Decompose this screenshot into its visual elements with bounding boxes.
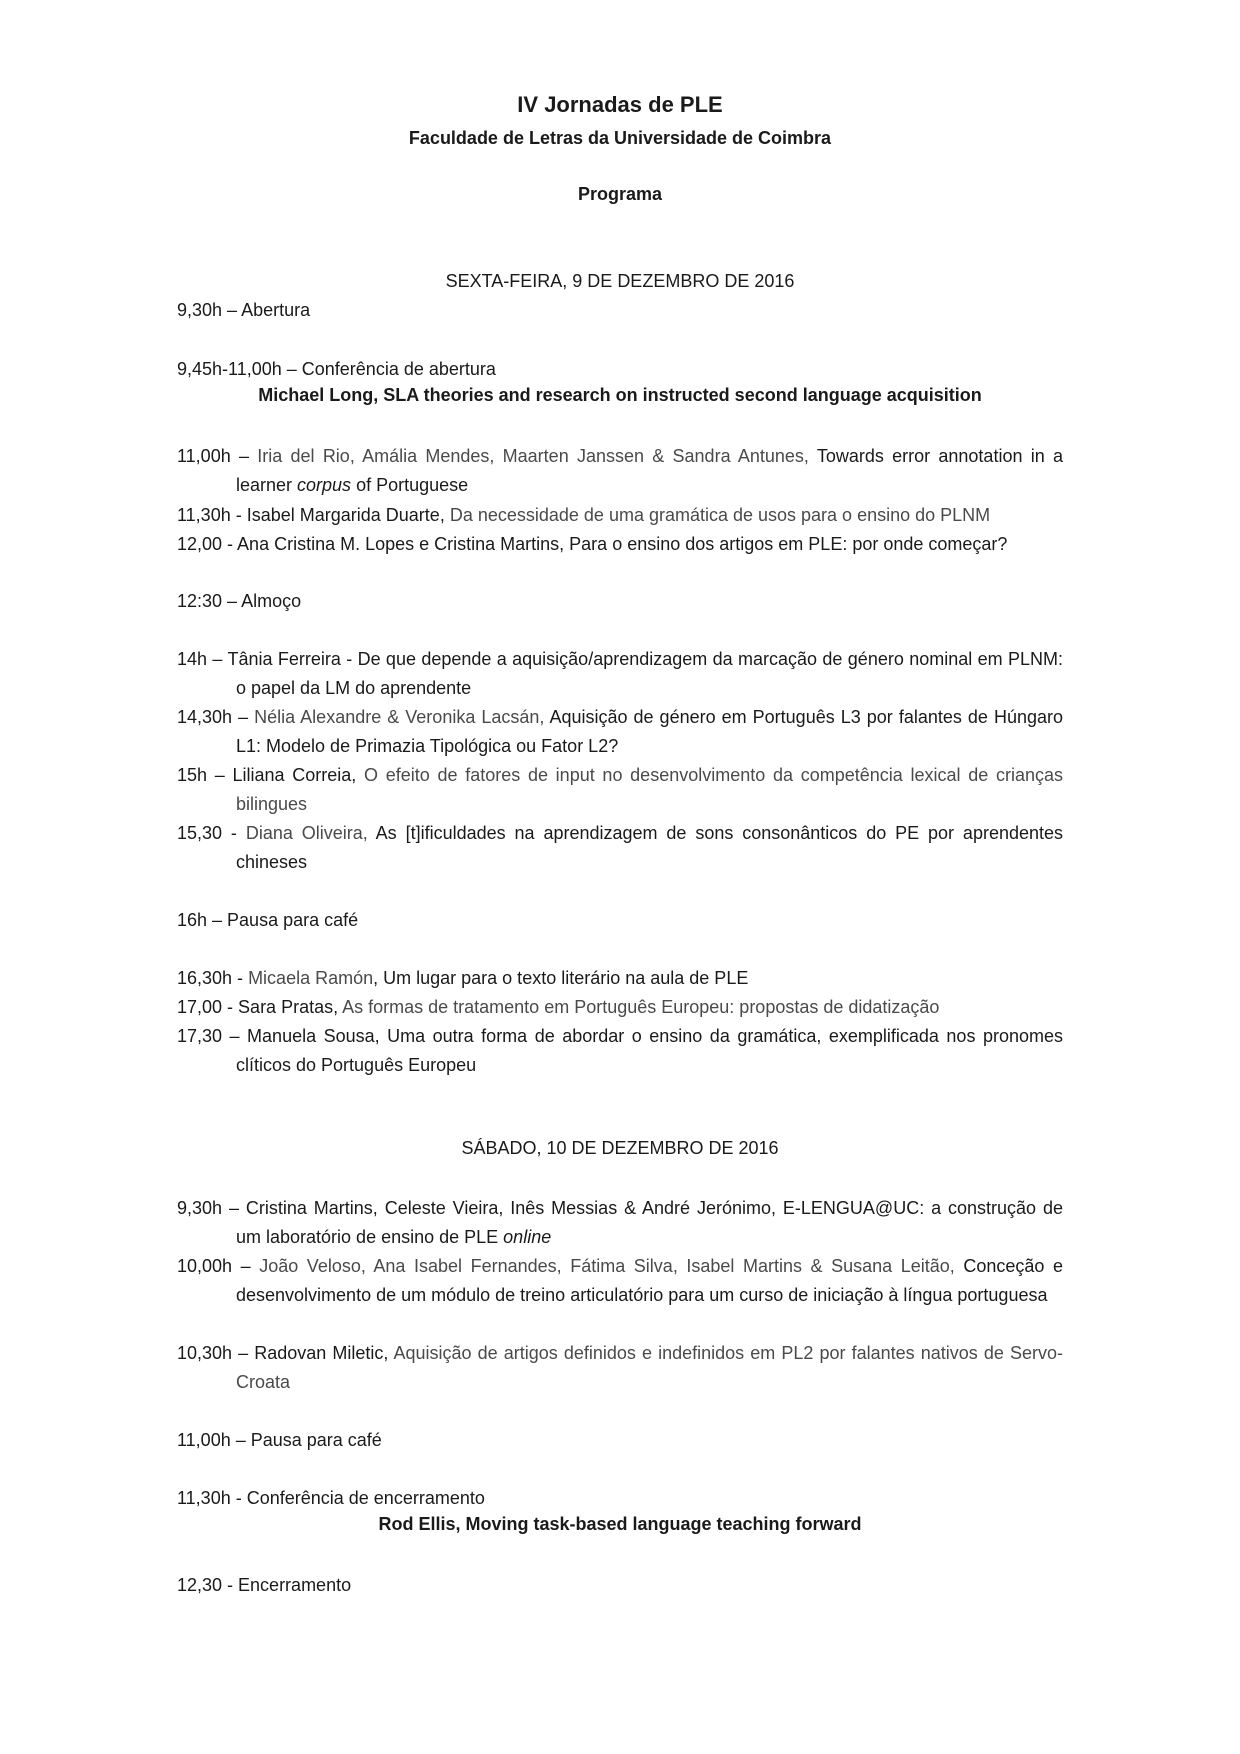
item-title: Conceção e desenvolvimento de um módulo de treino articulatório para um curso de iniciação à língua portuguesa [236,1256,1063,1305]
schedule-item-sat-0930 [177,1194,1063,1252]
keynote-closing: Rod Ellis, Moving task-based language teaching forward [378,1514,862,1534]
item-authors: Sara Pratas, [238,997,339,1017]
item-authors: Nélia Alexandre & Veronika Lacsán, [254,707,545,727]
item-time: 14,30h – [177,707,255,727]
schedule-item-coffee-saturday: 11,00h – Pausa para café [177,1430,382,1450]
schedule-item-1400: 14h – Tânia Ferreira - De que depende a aquisição/aprendizagem da marcação de género nominal em PLNM: o papel da LM do aprendente [177,649,1063,698]
item-title-b: of Portuguese [351,475,469,495]
item-authors: Radovan Miletic, [254,1343,389,1363]
schedule-item-1130 [177,501,1063,530]
schedule-item-1200: 12,00 - Ana Cristina M. Lopes e Cristina Martins, Para o ensino dos artigos em PLE: por onde começar? [177,534,1008,554]
keynote-opening: Michael Long, SLA theories and research on instructed second language acquisition [258,385,982,405]
schedule-item-1700 [177,993,1063,1022]
item-title: As formas de tratamento em Português Europeu: propostas de didatização [338,997,940,1017]
item-time: 15h – [177,765,233,785]
schedule-item-1500 [177,761,1063,819]
item-authors: João Veloso, Ana Isabel Fernandes, Fátima Silva, Isabel Martins & Susana Leitão, [259,1256,955,1276]
item-italic: online [503,1227,552,1247]
item-title: O efeito de fatores de input no desenvolvimento da competência lexical de crianças bilingues [236,765,1063,814]
schedule-item-1630 [177,964,1063,993]
schedule-item-sat-1000 [177,1252,1063,1310]
schedule-item-coffee-friday: 16h – Pausa para café [177,910,359,930]
document-title: IV Jornadas de PLE [517,92,723,117]
schedule-item-opening-conference: 9,45h-11,00h – Conferência de abertura [177,359,496,379]
schedule-item-1430 [177,703,1063,761]
item-time: 10,00h – [177,1256,260,1276]
schedule-item-1730: 17,30 – Manuela Sousa, Uma outra forma de abordar o ensino da gramática, exemplificada nos pronomes clíticos do Português Europeu [177,1026,1063,1075]
item-text: 9,30h – Cristina Martins, Celeste Vieira, Inês Messias & André Jerónimo, E-LENGUA@UC: a construção de um laboratório de ensino de PLE [177,1198,1063,1247]
item-title: As [t]ificuldades na aprendizagem de sons consonânticos do PE por aprendentes chineses [236,823,1064,872]
schedule-item-opening: 9,30h – Abertura [177,300,311,320]
item-title: , Um lugar para o texto literário na aula de PLE [373,968,749,988]
document-subtitle: Faculdade de Letras da Universidade de Coimbra [408,128,832,148]
schedule-item-1530 [177,819,1063,877]
item-authors: Isabel Margarida Duarte, [246,505,445,525]
item-authors: Iria del Rio, Amália Mendes, Maarten Janssen & Sandra Antunes, [257,446,809,466]
item-title: Aquisição de artigos definidos e indefinidos em PL2 por falantes nativos de Servo-Croata [236,1343,1063,1392]
item-time: 15,30 - [177,823,246,843]
item-title: Aquisição de género em Português L3 por falantes de Húngaro L1: Modelo de Primazia Tipológica ou Fator L2? [236,707,1063,756]
item-time: 16,30h - [177,968,249,988]
schedule-item-closing-conference: 11,30h - Conferência de encerramento [177,1488,485,1508]
item-authors: Diana Oliveira, [245,823,368,843]
schedule-item-1100 [177,442,1063,500]
item-authors: Liliana Correia, [232,765,357,785]
item-time: 11,30h - [177,505,247,525]
item-time: 11,00h – [177,446,258,466]
schedule-item-sat-1030 [177,1339,1063,1397]
item-title-a: Towards error annotation in a learner [236,446,1064,495]
item-time: 17,00 - [177,997,239,1017]
item-title-italic: corpus [297,475,352,495]
schedule-item-closing: 12,30 - Encerramento [177,1575,352,1595]
item-authors: Micaela Ramón [248,968,374,988]
program-heading: Programa [577,184,663,204]
item-title: Da necessidade de uma gramática de usos para o ensino do PLNM [444,505,991,525]
day-heading-saturday: SÁBADO, 10 DE DEZEMBRO DE 2016 [461,1138,779,1158]
item-time: 10,30h – [177,1343,255,1363]
schedule-item-lunch: 12:30 – Almoço [177,591,302,611]
day-heading-friday: SEXTA-FEIRA, 9 DE DEZEMBRO DE 2016 [445,271,795,291]
